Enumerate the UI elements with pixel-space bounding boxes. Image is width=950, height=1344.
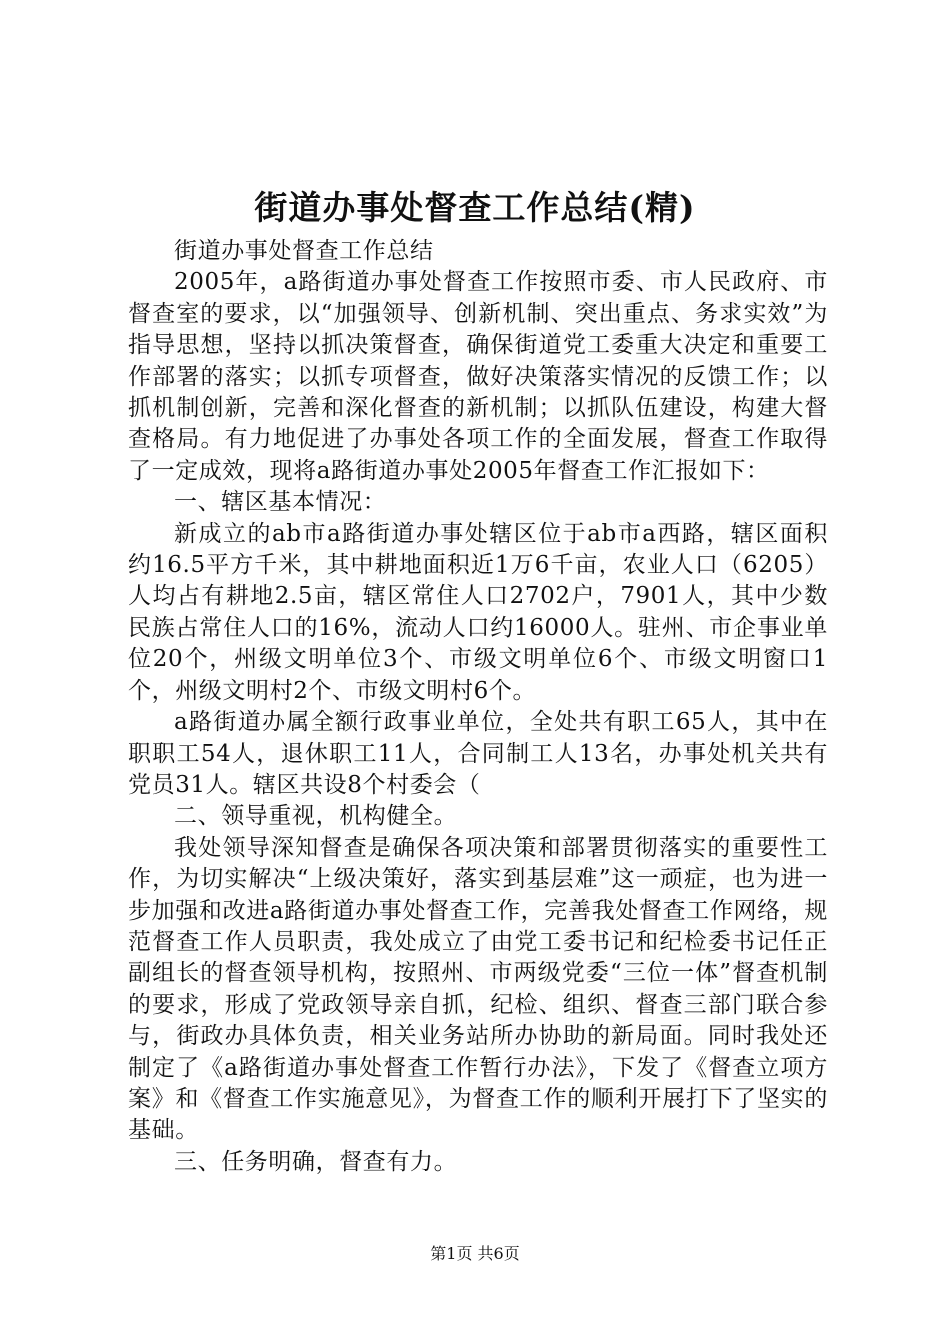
paragraph-leadership: 我处领导深知督查是确保各项决策和部署贯彻落实的重要性工作，为切实解决“上级决策好，落实到基层难”这一顽症，也为进一步加强和改进a路街道办事处督查工作，完善我处督查工作网络，规范督查工作人员职责，我处成立了由党工委书记和纪检委书记任正副组长的督查领导机构，按照州、市两级党委“三位一体”督查机制的要求，形成了党政领导亲自抓，纪检、组织、督查三部门联合参与，街政办具体负责，相关业务站所办协助的新局面。同时我处还制定了《a路街道办事处督查工作暂行办法》，下发了《督查立项方案》和《督查工作实施意见》，为督查工作的顺利开展打下了坚实的基础。 bbox=[128, 834, 828, 1144]
paragraph-subtitle: 街道办事处督查工作总结 bbox=[174, 238, 434, 264]
document-body bbox=[128, 236, 828, 1178]
document-title: 街道办事处督查工作总结(精) bbox=[254, 188, 696, 227]
page-footer: 第1页 共6页 bbox=[430, 1244, 520, 1263]
section-heading-2: 二、领导重视，机构健全。 bbox=[174, 803, 458, 830]
section-heading-3: 三、任务明确，督查有力。 bbox=[174, 1148, 458, 1175]
paragraph-district-info: 新成立的ab市a路街道办事处辖区位于ab市a西路，辖区面积约16.5平方千米，其中耕地面积近1万6千亩，农业人口（6205）人均占有耕地2.5亩，辖区常住人口2702户，7901人，其中少数民族占常住人口的16%，流动人口约16000人。驻州、市企事业单位20个，州级文明单位3个、市级文明单位6个、市级文明窗口1个，州级文明村2个、市级文明村6个。 bbox=[128, 520, 828, 704]
paragraph-intro: 2005年，a路街道办事处督查工作按照市委、市人民政府、市督查室的要求，以“加强领导、创新机制、突出重点、务求实效”为指导思想，坚持以抓决策督查，确保街道党工委重大决定和重要工作部署的落实；以抓专项督查，做好决策落实情况的反馈工作；以抓机制创新，完善和深化督查的新机制；以抓队伍建设，构建大督查格局。有力地促进了办事处各项工作的全面发展，督查工作取得了一定成效，现将a路街道办事处2005年督查工作汇报如下： bbox=[128, 269, 828, 484]
section-heading-1: 一、辖区基本情况： bbox=[174, 489, 387, 516]
paragraph-staff-info: a路街道办属全额行政事业单位，全处共有职工65人，其中在职职工54人，退休职工11人，合同制工人13名，办事处机关共有党员31人。辖区共设8个村委会（ bbox=[128, 709, 828, 798]
